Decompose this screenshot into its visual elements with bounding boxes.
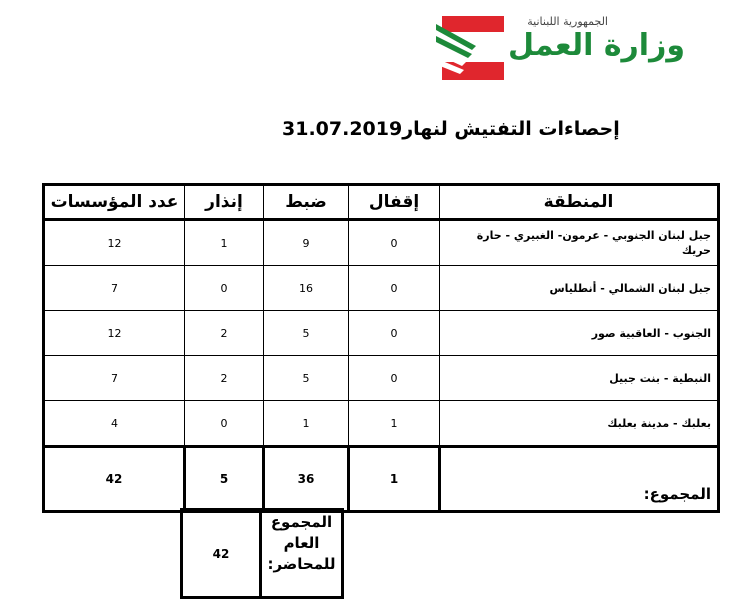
table-row bbox=[44, 356, 719, 401]
cell-closures: 0 bbox=[349, 266, 440, 311]
header-region: المنطقة bbox=[440, 185, 719, 220]
ministry-logo bbox=[436, 14, 685, 86]
title-text: إحصاءات التفتيش لنهار bbox=[402, 118, 620, 140]
header-establishments: عدد المؤسسات bbox=[44, 185, 185, 220]
grand-total-value: 42 bbox=[182, 510, 261, 598]
cell-establishments: 4 bbox=[44, 401, 185, 447]
total-closures: 1 bbox=[349, 447, 440, 512]
cell-establishments: 7 bbox=[44, 266, 185, 311]
cell-region: جبل لبنان الجنوبي - عرمون- الغبيري - حارة حريك bbox=[440, 220, 719, 266]
cell-establishments: 12 bbox=[44, 220, 185, 266]
inspection-table bbox=[42, 183, 720, 513]
cell-establishments: 7 bbox=[44, 356, 185, 401]
cell-region: الجنوب - العاقبية صور bbox=[440, 311, 719, 356]
cell-warnings: 1 bbox=[185, 220, 264, 266]
logo-subtitle: الجمهورية اللبنانية bbox=[527, 15, 608, 28]
header-seizures: ضبط bbox=[264, 185, 349, 220]
header-closures: إقفال bbox=[349, 185, 440, 220]
table-row bbox=[44, 220, 719, 266]
cell-region: النبطية - بنت جبيل bbox=[440, 356, 719, 401]
title-date: 31.07.2019 bbox=[282, 118, 403, 140]
cell-warnings: 0 bbox=[185, 401, 264, 447]
grand-total-label-line: للمحاضر: bbox=[267, 555, 336, 573]
cell-warnings: 2 bbox=[185, 356, 264, 401]
total-establishments: 42 bbox=[44, 447, 185, 512]
total-label: المجموع: bbox=[440, 447, 719, 512]
cell-warnings: 2 bbox=[185, 311, 264, 356]
cell-seizures: 1 bbox=[264, 401, 349, 447]
grand-total-label-line: العام bbox=[283, 534, 320, 552]
table-header-row bbox=[44, 185, 719, 220]
grand-total-label bbox=[261, 510, 343, 598]
table-row bbox=[44, 266, 719, 311]
cell-closures: 0 bbox=[349, 356, 440, 401]
cell-closures: 0 bbox=[349, 311, 440, 356]
cell-establishments: 12 bbox=[44, 311, 185, 356]
cell-region: بعلبك - مدينة بعلبك bbox=[440, 401, 719, 447]
grand-total-label-line: المجموع bbox=[270, 513, 333, 531]
table-row bbox=[44, 311, 719, 356]
cell-closures: 1 bbox=[349, 401, 440, 447]
cell-region: جبل لبنان الشمالي - أنطلياس bbox=[440, 266, 719, 311]
logo-name: وزارة العمل bbox=[508, 28, 685, 63]
total-seizures: 36 bbox=[264, 447, 349, 512]
cell-seizures: 16 bbox=[264, 266, 349, 311]
cell-warnings: 0 bbox=[185, 266, 264, 311]
lebanon-flag-logo-icon bbox=[436, 16, 504, 80]
header-warnings: إنذار bbox=[185, 185, 264, 220]
table-row bbox=[44, 401, 719, 447]
grand-total-box bbox=[180, 508, 344, 599]
cell-closures: 0 bbox=[349, 220, 440, 266]
cell-seizures: 5 bbox=[264, 356, 349, 401]
total-row bbox=[44, 447, 719, 512]
cell-seizures: 5 bbox=[264, 311, 349, 356]
total-warnings: 5 bbox=[185, 447, 264, 512]
page-title bbox=[282, 118, 620, 146]
cell-seizures: 9 bbox=[264, 220, 349, 266]
